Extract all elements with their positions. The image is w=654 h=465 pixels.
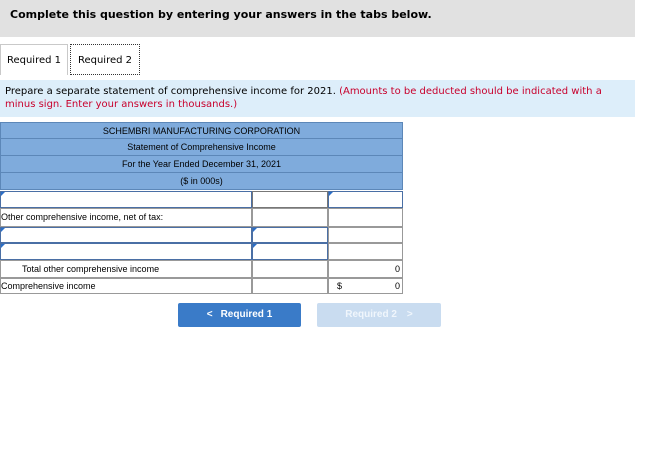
total-oci-cell-a <box>252 260 328 278</box>
instruction-banner <box>0 0 635 37</box>
company-name: SCHEMBRI MANUFACTURING CORPORATION <box>0 122 403 139</box>
next-required-2-button[interactable] <box>317 303 441 327</box>
oci-cell-a <box>252 208 328 227</box>
instruction-main: Prepare a separate statement of comprehensive income for 2021. <box>5 86 336 97</box>
statement-period: For the Year Ended December 31, 2021 <box>0 156 403 173</box>
question-instructions <box>0 80 635 117</box>
total-oci-label: Total other comprehensive income <box>22 264 160 274</box>
chevron-right-icon: > <box>406 309 413 320</box>
prev-required-1-button[interactable] <box>178 303 301 327</box>
statement-title: Statement of Comprehensive Income <box>0 139 403 156</box>
oci-item-cell-1b <box>328 227 403 243</box>
amount-input-1[interactable] <box>328 191 403 208</box>
comprehensive-income-value: 0 <box>394 281 400 291</box>
banner-text: Complete this question by entering your answers in the tabs below. <box>10 8 432 21</box>
line-item-label-input-1[interactable] <box>0 191 252 208</box>
tab-required-2[interactable]: Required 2 <box>70 44 140 75</box>
comprehensive-income-label: Comprehensive income <box>1 281 96 291</box>
next-button-label: Required 2 <box>345 309 397 320</box>
oci-item-cell-2b <box>328 243 403 260</box>
oci-item-label-input-1[interactable] <box>0 227 252 243</box>
instruction-note: (Amounts to be deducted should be indicated with a minus sign. Enter your answers in thousands.) <box>5 86 602 110</box>
amount-cell-1a <box>252 191 328 208</box>
currency-symbol: $ <box>337 281 343 291</box>
statement-header <box>0 122 403 190</box>
oci-cell-b <box>328 208 403 227</box>
total-oci-value: 0 <box>394 264 400 274</box>
tab-required-1[interactable]: Required 1 <box>0 44 68 75</box>
chevron-left-icon: < <box>206 309 213 320</box>
oci-item-label-input-2[interactable] <box>0 243 252 260</box>
oci-item-amount-input-1[interactable] <box>252 227 328 243</box>
oci-item-amount-input-2[interactable] <box>252 243 328 260</box>
oci-label: Other comprehensive income, net of tax: <box>1 212 164 222</box>
statement-units: ($ in 000s) <box>0 173 403 190</box>
prev-button-label: Required 1 <box>220 309 273 320</box>
tab-bar <box>0 44 654 78</box>
comprehensive-income-cell-a <box>252 278 328 294</box>
